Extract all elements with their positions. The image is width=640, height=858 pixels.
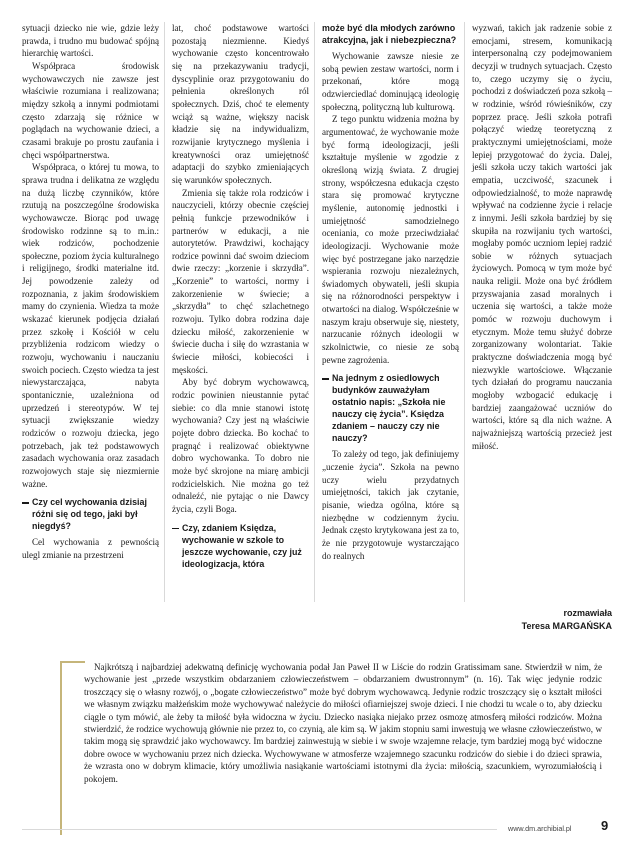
interview-question-continued: może być dla młodych zarówno atrakcyjna, jak i niebezpieczna? [322,23,457,45]
interview-question: Na jednym z osiedlowych budynków zauważyłam ostatnio napis: „Szkoła nie nauczy cię życia”. Księdza zdaniem – nauczy czy nie nauczy? [322,372,459,444]
interviewer-name: Teresa MARGAŃSKA [521,621,612,631]
paragraph: Cel wychowania z pewnością ulegl zmianie na przestrzeni [22,537,159,560]
paragraph: Wychowanie zawsze niesie ze sobą pewien zestaw wartości, norm i przekonań, które mogą odzwierciedlać dominującą ideologię społeczną, polityczną lub kulturową. [322,51,459,112]
sidebar-box [84,661,602,785]
paragraph: To zależy od tego, jak definiujemy „uczenie życia”. Szkoła na pewno uczy wielu przydatnych umiejętności, takich jak czytanie, pisanie, wiedza ogólna, które są niezbędne w codziennym życiu. Jednak często krytykowana jest za to, że nie przygotowuje wystarczająco do realnych [322,449,459,561]
column-4 [472,22,612,452]
column-divider [164,22,165,602]
page-number: 9 [601,818,609,833]
footer-url: www.dm.archibial.pl [508,824,572,833]
paragraph: Aby być dobrym wychowawcą, rodzic powinien nieustannie pytać siebie: co dla mnie stanowi istotę wychowania? Czy jest ną właściwie pojęte dobro dziecka. Bo kochać to pragnąć i realizować obiektywne dobro wychowanka. To dobro nie może być skrojone na miarę ambicji rodzicielskich. Nie można go też odnaleźć, nie pytając o nie Dawcy życia, czyli Boga. [172,377,309,514]
paragraph: lat, choć podstawowe wartości pozostają niezmienne. Kiedyś wychowanie często koncentrowało się na przekazywaniu tradycji, dyscyplinie oraz przygotowaniu do pełnienia określonych ról społecznych. Dziś, choć te elementy wciąż są ważne, większy nacisk kładzie się na indywidualizm, rozwijanie krytycznego myślenia i kreatywności oraz umiejętność adaptacji do szybko zmieniających się warunków społecznych. [172,23,309,185]
interview-question: Czy cel wychowania dzisiaj różni się od tego, jaki był niegdyś? [22,496,159,532]
column-divider [314,22,315,602]
column-1 [22,22,159,562]
sidebar-box-text: Najkrótszą i najbardziej adekwatną definicję wychowania podał Jan Paweł II w Liście do rodzin Gratissimam sane. Stwierdził w nim, że wychowanie jest „przede wszystkim obdarzaniem człowieczeństwem – obdarzaniem dwustronnym” (n. 16). Tak więc jedynie rodzic troszczący się o własny rozwój, o „bogate człowieczeństwo” może być dobrym wychowawcą. Jedynie rodzic troszczący się o kształt miłości we własnym związku małżeńskim może wychowywać należycie do miłości ofiarniejszej swoje dzieci. I nie chodzi tu wcale o to, aby dziecku ciągle o tym mówić, ale żeby ta miłość była widoczna w życiu. Dziecko nasiąka niejako przez osmozę atmosferą miłości rodziców. Można stwierdzić, że rodzice wychowują głównie nie przez to, co czynią, ale kim są. W jakim stopniu sami inwestują we własne człowieczeństwo, w takim mogą się sprawdzić jako wychowawcy. Im bardziej zainwestują w siebie i w swoje wzajemne relacje, tym bardziej mogą być widoczne dobre owoce w wychowaniu przez nich dziecka. Wychowywane w atmosferze wzajemnego szacunku rodziców do siebie i do dzieci sprawia, że wzrasta ono w dobrym klimacie, który umożliwia nasiąkanie wartościami istotnymi dla życia: miłością, szacunkiem, wyrozumiałością i pokojem. [84,662,602,784]
paragraph: Z tego punktu widzenia można by argumentować, że wychowanie może być formą ideologizacji, jeśli kształtuje myślenie w zgodzie z określoną wizją świata. Z drugiej strony, współczesna edukacja często stara się promować krytyczne myślenie, autonomię jednostki i umiejętność samodzielnego oceniania, co może przeciwdziałać ideologizacji. Wychowanie może więc być postrzegane jako narzędzie wspierania rozwoju niezależnych, świadomych obywateli, jeśli skupia się na różnorodności perspektyw i otwartości na dialog. Współcześnie w naszym kraju obserwuje się, niestety, narzucanie różnych ideologii w szkolnictwie, co niesie ze sobą pewne zagrożenia. [322,114,459,365]
interviewer-role: rozmawiała [563,608,612,618]
column-divider [464,22,465,602]
footer-rule [22,829,497,830]
paragraph: Zmienia się także rola rodziców i nauczycieli, którzy obecnie częściej pełnią funkcje przewodników i partnerów w edukacji, a nie autorytetów. Prawdziwi, kochający rodzice powinni dać swoim dzieciom dwie rzeczy: „korzenie i skrzydła”. „Korzenie” to wartości, normy i zakorzenienie w świecie; a „skrzydła” to chęć szlachetnego rozwoju. Tylko dobra rodzina daje dziecku miłość, zakorzenienie w świecie ducha i siłę do wzrastania w świecie miłości, kobiecości i męskości. [172,187,309,375]
paragraph: Współpraca środowisk wychowawczych nie zawsze jest właściwie rozumiana i realizowana; między szkołą a innymi podmiotami często zdarzają się różnice w poglądach na wychowanie dzieci, a czasami brakuje po prostu zaufania i chęci współpartnerstwa. [22,60,159,160]
paragraph: sytuacji dziecko nie wie, gdzie leży prawda, i trudno mu budować spójną hierarchię wartości. [22,23,159,59]
paragraph: wyzwań, takich jak radzenie sobie z emocjami, stresem, komunikacją interpersonalną czy podejmowaniem decyzji w trudnych sytuacjach. Często to, czego uczymy się o życiu, pochodzi z doświadczeń poza szkołą – w rodzinie, wśród rówieśników, czy poprzez pracę. Jeśli szkoła potrafi połączyć wiedzę teoretyczną z praktycznymi umiejętnościami, może lepiej przygotować do życia. Dalej, jeśli szkoła uczy takich wartości jak empatia, uczciwość, szacunek i odpowiedzialność, to może naprawdę wpływać na codzienne życie i relacje z innymi. Jeśli szkoła bardziej by się skupiła na rozwijaniu tych wartości, mogłaby pomóc uczniom lepiej radzić sobie w różnych sytuacjach życiowych. Pomocą w tym może być nauka religii. Może ona być źródłem przyswajania zasad moralnych i uczenia się wartości, a także może pomóc w rozwoju duchowym i etycznym. Może temu służyć dobrze zorganizowany wolontariat. Takie praktyczne doświadczenia mogą być niezwykle wartościowe. Włączanie tych działań do programu nauczania mogłoby wzbogacić edukację i bardziej zaangażować uczniów do wartości, które są dla nich ważne. A najważniejszą wartością przecież jest miłość. [472,23,612,451]
column-2 [172,22,309,574]
sidebar-box-rule [60,661,85,663]
interview-question: Czy, zdaniem Księdza, wychowanie w szkole to jeszcze wychowanie, czy już ideologizacja, która [172,522,309,570]
paragraph: Współpraca, o której tu mowa, to sprawa trudna i delikatna ze względu na dużą liczbę czynników, które rzutują na poszczególne środowiska wychowawcze. Biorąc pod uwagę środowisko rodzinne są to m.in.: wiek rodziców, pochodzenie społeczne, poziom życia kulturalnego i religijnego, środki materialne itd. Jej powodzenie zależy od rozpoznania, z jakim środowiskiem mamy do czynienia. Wiedza ta może wskazać kierunek podjęcia działań przez szkołę i Kościół w celu przybliżenia rodzicom wiedzy o rozwoju, wychowaniu i nauczaniu swoich pociech. Często wiedza ta jest niewystarczająca, nabyta spontanicznie, uzależniona od uprzedzeń i stereotypów. W tej sytuacji zwiększanie wiedzy rodziców o rozwoju dziecka, jego potrzebach, jak też podstawowych zasadach wychowania oraz zasadach rozwojowych staje się niezmiernie ważne. [22,162,159,489]
interviewer-credit [472,607,612,633]
column-3 [322,22,459,562]
